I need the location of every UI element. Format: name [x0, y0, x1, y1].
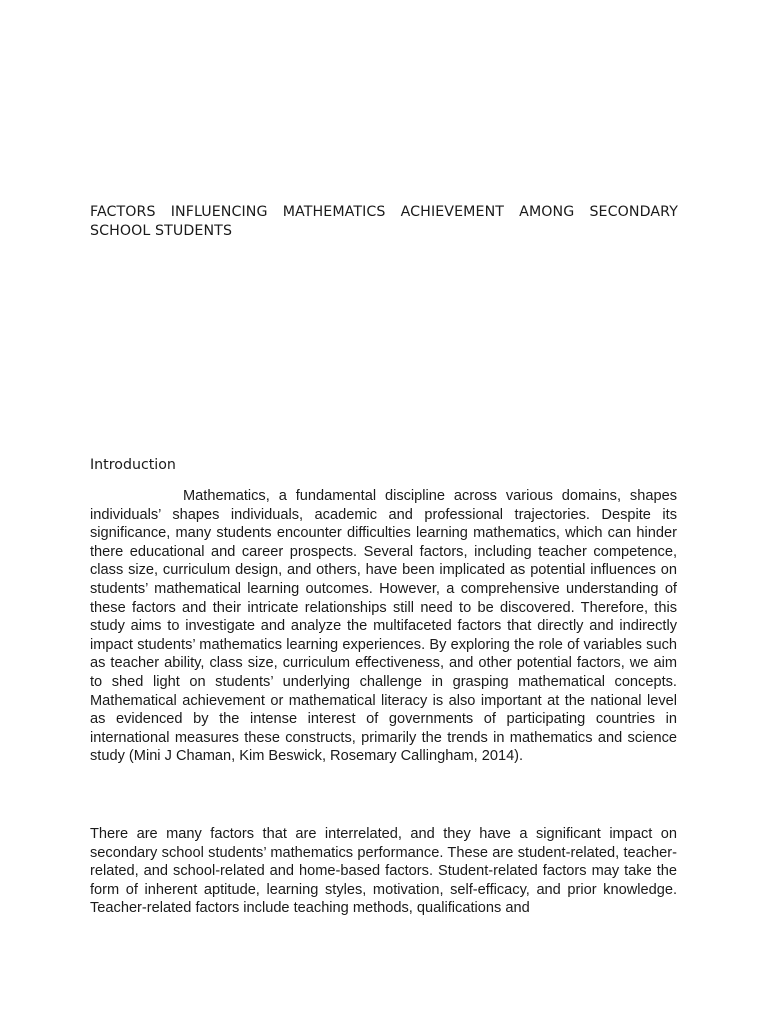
document-title: FACTORS INFLUENCING MATHEMATICS ACHIEVEMENT AMONG SECONDARY SCHOOL STUDENTS	[90, 204, 678, 239]
section-heading-introduction: Introduction	[90, 457, 176, 473]
body-paragraph: Mathematics, a fundamental discipline across various domains, shapes individuals’ shapes individuals, academic and professional trajectories. Despite its significance, many students encounter difficulties learning mathematics, which can hinder there educational and career prospects. Several factors, including teacher competence, class size, curriculum design, and others, have been implicated as potential influences on students’ mathematical learning outcomes. However, a comprehensive understanding of these factors and their intricate relationships still need to be discovered. Therefore, this study aims to investigate and analyze the multifaceted factors that directly and indirectly impact students’ mathematics learning experiences. By exploring the role of variables such as teacher ability, class size, curriculum effectiveness, and other potential factors, we aim to shed light on students’ underlying challenge in grasping mathematical concepts. Mathematical achievement or mathematical literacy is also important at the national level as evidenced by the intense interest of governments of participating countries in international measures these constructs, primarily the trends in mathematics and science study (Mini J Chaman, Kim Beswick, Rosemary Callingham, 2014).	[90, 488, 677, 765]
body-paragraph: There are many factors that are interrelated, and they have a significant impact on secondary school students’ mathematics performance. These are student-related, teacher-related, and school-related and home-based factors. Student-related factors may take the form of inherent aptitude, learning styles, motivation, self-efficacy, and prior knowledge. Teacher-related factors include teaching methods, qualifications and	[90, 826, 677, 917]
